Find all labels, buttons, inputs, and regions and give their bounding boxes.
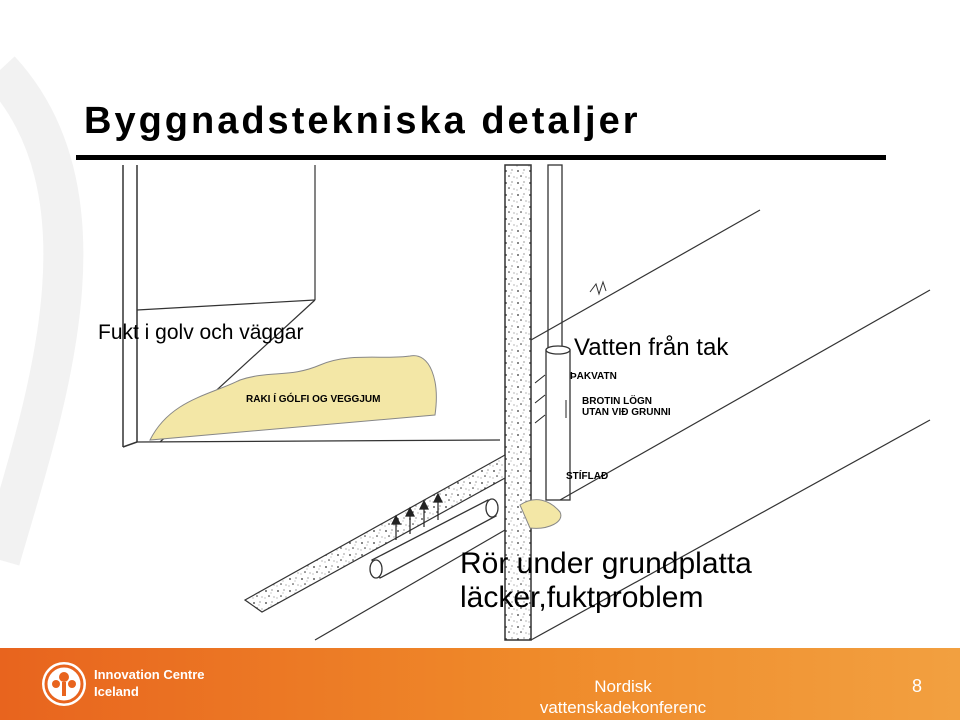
annotation-pipe-leak bbox=[460, 547, 752, 615]
downpipe bbox=[546, 165, 570, 500]
background-swoosh bbox=[0, 70, 63, 560]
diagram-label-roof-water: ÞAKVATN bbox=[570, 371, 617, 382]
org-name bbox=[94, 666, 205, 700]
conference-line1: Nordisk bbox=[594, 677, 652, 696]
diagram-label-clogged: STÍFLAÐ bbox=[566, 471, 609, 482]
left-wall bbox=[123, 165, 137, 447]
page-number: 8 bbox=[912, 676, 923, 696]
diagram-label-broken-pipe-1: BROTIN LÖGN bbox=[582, 396, 652, 407]
org-name-line2: Iceland bbox=[94, 684, 139, 699]
diagram-label-moisture: RAKI Í GÓLFI OG VEGGJUM bbox=[246, 394, 381, 405]
diagram-label-broken-pipe-2: UTAN VIÐ GRUNNI bbox=[582, 407, 671, 418]
annotation-pipe-line2: läcker,fuktproblem bbox=[460, 581, 704, 614]
slide-title: Byggnadstekniska detaljer bbox=[84, 100, 641, 142]
conference-name bbox=[530, 676, 716, 718]
footer-bar bbox=[0, 648, 960, 720]
annotation-pipe-line1: Rör under grundplatta bbox=[460, 547, 752, 580]
annotation-walls-floor: Fukt i golv och väggar bbox=[98, 321, 304, 344]
innovation-centre-logo-icon bbox=[42, 662, 86, 706]
org-name-line1: Innovation Centre bbox=[94, 667, 205, 682]
annotation-roof-water: Vatten från tak bbox=[574, 334, 729, 361]
conference-line2: vattenskadekonferenc bbox=[539, 698, 707, 717]
